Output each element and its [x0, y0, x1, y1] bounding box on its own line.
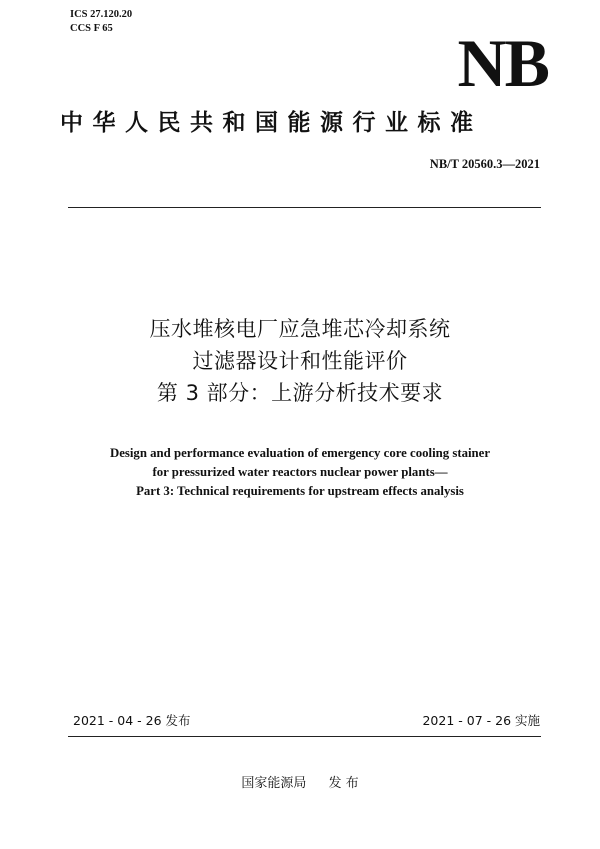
issue-date: 2021 - 04 - 26 发布	[73, 713, 191, 728]
implementation-date: 2021 - 07 - 26 实施	[422, 713, 540, 728]
organization-title: 中华人民共和国能源行业标准	[60, 110, 483, 136]
english-title-line-1: Design and performance evaluation of emergency core cooling stainer	[109, 446, 491, 460]
english-title-line-2: for pressurized water reactors nuclear power plants—	[152, 465, 448, 479]
nb-logo: NB	[457, 25, 548, 101]
chinese-title-line-1: 压水堆核电厂应急堆芯冷却系统	[149, 317, 451, 341]
ics-code: ICS 27.120.20	[70, 9, 133, 20]
english-title	[0, 444, 600, 501]
chinese-title	[0, 313, 600, 409]
footer-divider	[68, 736, 541, 737]
header-divider	[68, 207, 541, 208]
issuer-name: 国家能源局	[241, 776, 307, 791]
chinese-title-line-3: 第 3 部分：上游分析技术要求	[156, 381, 444, 405]
classification-codes	[70, 8, 132, 36]
english-title-line-3: Part 3: Technical requirements for upstream effects analysis	[136, 484, 464, 498]
issuer-action: 发 布	[328, 776, 359, 791]
ccs-code: CCS F 65	[70, 23, 113, 34]
issuer	[0, 772, 600, 791]
standard-number: NB/T 20560.3—2021	[429, 157, 540, 171]
chinese-title-line-2: 过滤器设计和性能评价	[192, 349, 408, 373]
